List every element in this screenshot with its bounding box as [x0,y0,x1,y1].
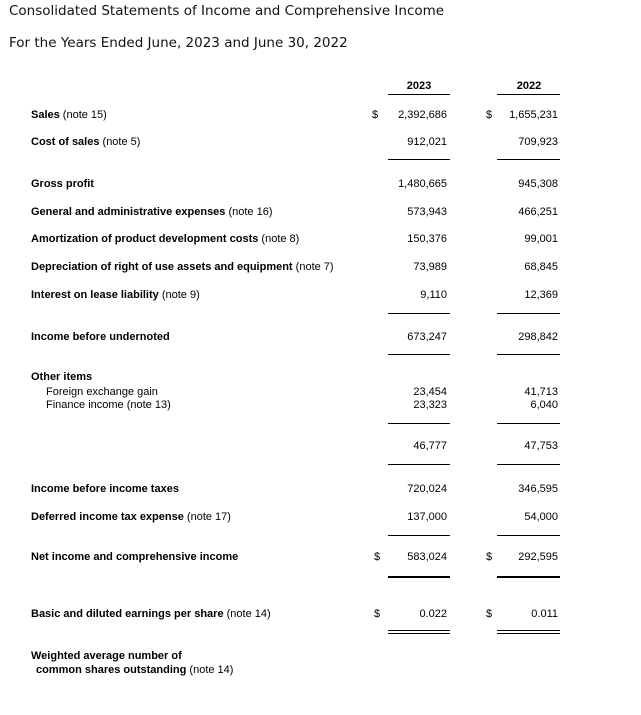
subtotal-rule [388,159,450,160]
subtotal-rule [497,159,560,160]
value-income-before-undernoted-2023: 673,247 [407,331,447,343]
value-sales-2022: 1,655,231 [509,109,558,121]
value-net-income-2023: 583,024 [407,551,447,563]
row-label-weighted-avg-line2: common shares outstanding (note 14) [36,664,234,676]
column-header-2022: 2022 [516,80,542,92]
dollar-sign: $ [486,109,493,121]
section-label-other-items: Other items [31,371,93,383]
subtotal-rule [388,313,450,314]
double-rule [388,576,450,578]
row-label-weighted-avg: Weighted average number of [31,650,182,662]
value-finance-income-2022: 6,040 [530,399,558,411]
row-label-finance-income: Finance income (note 13) [46,399,171,411]
subtotal-rule [388,535,450,536]
value-interest-lease-2023: 9,110 [420,289,447,301]
subtotal-rule [497,535,560,536]
row-label-amortization: Amortization of product development costs (note 8) [31,233,300,245]
value-eps-2023: 0.022 [419,608,447,620]
value-eps-2022: 0.011 [531,608,558,620]
value-other-items-total-2022: 47,753 [524,440,558,452]
subtotal-rule [388,423,450,424]
value-depreciation-2022: 68,845 [524,261,558,273]
double-rule-bottom [497,633,560,634]
value-income-before-taxes-2022: 346,595 [518,483,558,495]
row-label-depreciation: Depreciation of right of use assets and equipment (note 7) [31,261,334,273]
row-label-fx-gain: Foreign exchange gain [46,386,158,398]
row-label-interest-lease: Interest on lease liability (note 9) [31,289,200,301]
subtotal-rule [388,464,450,465]
value-income-before-taxes-2023: 720,024 [407,483,447,495]
row-label-ga-expenses: General and administrative expenses (note 16) [31,206,273,218]
row-label-income-before-undernoted: Income before undernoted [31,331,170,343]
value-ga-expenses-2022: 466,251 [518,206,558,218]
value-net-income-2022: 292,595 [518,551,558,563]
value-gross-profit-2022: 945,308 [518,178,558,190]
dollar-sign: $ [486,608,493,620]
value-deferred-tax-2022: 54,000 [524,511,558,523]
value-other-items-total-2023: 46,777 [413,440,447,452]
value-cost-of-sales-2023: 912,021 [407,136,447,148]
value-fx-gain-2022: 41,713 [524,386,558,398]
value-gross-profit-2023: 1,480,665 [398,178,447,190]
subtotal-rule [497,313,560,314]
value-amortization-2022: 99,001 [524,233,558,245]
double-rule-top [497,630,560,631]
double-rule-bottom [388,633,450,634]
dollar-sign: $ [374,608,381,620]
value-deferred-tax-2023: 137,000 [407,511,447,523]
value-fx-gain-2023: 23,454 [413,386,447,398]
double-rule [497,576,560,578]
dollar-sign: $ [486,551,493,563]
row-label-sales: Sales (note 15) [31,109,107,121]
value-interest-lease-2022: 12,369 [524,289,558,301]
row-label-gross-profit: Gross profit [31,178,94,190]
header-underline-2022 [497,94,560,95]
value-ga-expenses-2023: 573,943 [407,206,447,218]
row-label-cost-of-sales: Cost of sales (note 5) [31,136,141,148]
value-amortization-2023: 150,376 [407,233,447,245]
subtotal-rule [497,464,560,465]
value-depreciation-2023: 73,989 [413,261,447,273]
row-label-eps: Basic and diluted earnings per share (note 14) [31,608,271,620]
column-header-2023: 2023 [406,80,432,92]
subtotal-rule [388,354,450,355]
header-underline-2023 [388,94,450,95]
value-sales-2023: 2,392,686 [398,109,447,121]
value-finance-income-2023: 23,323 [413,399,447,411]
value-income-before-undernoted-2022: 298,842 [518,331,558,343]
dollar-sign: $ [374,551,381,563]
double-rule-top [388,630,450,631]
value-cost-of-sales-2022: 709,923 [518,136,558,148]
subtotal-rule [497,354,560,355]
row-label-income-before-taxes: Income before income taxes [31,483,179,495]
subtotal-rule [497,423,560,424]
dollar-sign: $ [372,109,379,121]
row-label-deferred-tax: Deferred income tax expense (note 17) [31,511,231,523]
statement-title: Consolidated Statements of Income and Comprehensive Income [9,3,445,19]
statement-subtitle: For the Years Ended June, 2023 and June 30, 2022 [9,35,348,51]
row-label-net-income: Net income and comprehensive income [31,551,239,563]
